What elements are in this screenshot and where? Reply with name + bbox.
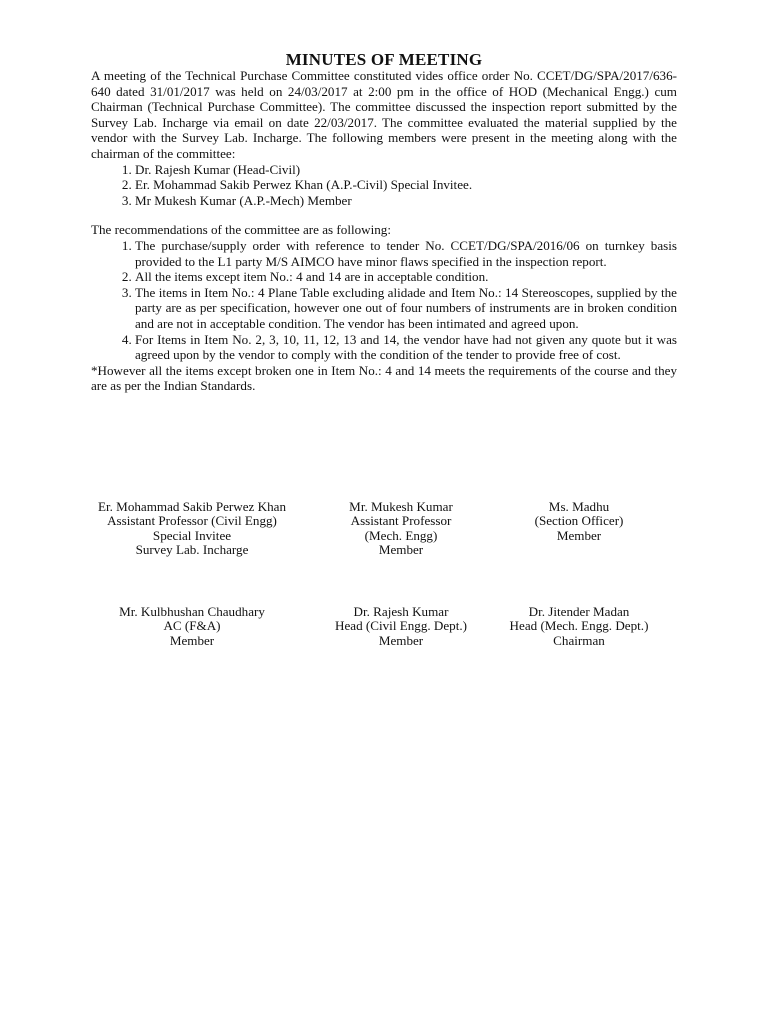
- signatory-kulbhushan: [119, 605, 265, 648]
- signatory-mukesh: [349, 500, 453, 558]
- signatory-jitender: [510, 605, 649, 648]
- signatory-role: Special Invitee: [152, 527, 232, 543]
- signatory-department: (Mech. Engg): [364, 527, 438, 543]
- signatory-name: Mr. Mukesh Kumar: [349, 499, 453, 514]
- recommendation-item: 2. All the items except item No.: 4 and 14 are in acceptable condition.: [135, 269, 677, 285]
- member-item: 3. Mr Mukesh Kumar (A.P.-Mech) Member: [135, 193, 677, 209]
- signatory-name: Er. Mohammad Sakib Perwez Khan: [98, 499, 286, 514]
- intro-paragraph: A meeting of the Technical Purchase Committee constituted vides office order No. CCET/DG/SPA/2017/636-640 dated 31/01/2017 was held on 24/03/2017 at 2:00 pm in the office of HOD (Mechanical Engg.) cum Chairman (Technical Purchase Committee). The committee discussed the inspection report submitted by the Survey Lab. Incharge via email on date 22/03/2017. The committee evaluated the material supplied by the vendor with the Survey Lab. Incharge. The following members were present in the meeting along with the chairman of the committee:: [91, 68, 677, 161]
- note-paragraph: *However all the items except broken one in Item No.: 4 and 14 meets the requirements of the course and they are as per the Indian Standards.: [91, 362, 677, 394]
- recommendation-item: 3. The items in Item No.: 4 Plane Table excluding alidade and Item No.: 14 Stereoscopes, supplied by the party are as per specification, however one out of four numbers of instruments are in broken condition and are not in acceptable condition. The vendor has been intimated and agreed upon.: [135, 285, 677, 332]
- document-title: MINUTES OF MEETING: [285, 50, 483, 69]
- recommendations-intro: The recommendations of the committee are as following:: [91, 222, 391, 238]
- recommendation-item: 1. The purchase/supply order with reference to tender No. CCET/DG/SPA/2016/06 on turnkey basis provided to the L1 party M/S AIMCO have minor flaws specified in the inspection report.: [135, 238, 677, 269]
- member-item: 1. Dr. Rajesh Kumar (Head-Civil): [135, 162, 677, 178]
- signatory-designation: AC (F&A): [163, 618, 221, 634]
- signatory-name: Ms. Madhu: [548, 499, 610, 514]
- recommendation-item: 4. For Items in Item No. 2, 3, 10, 11, 12, 13 and 14, the vendor have had not given any quote but it was agreed upon by the vendor to comply with the condition of the tender to provide free of cost.: [135, 332, 677, 363]
- signatory-designation: Assistant Professor (Civil Engg): [107, 513, 277, 529]
- signatory-role: Survey Lab. Incharge: [135, 542, 249, 558]
- recommendations-list: [91, 238, 677, 363]
- signatory-name: Dr. Rajesh Kumar: [353, 604, 449, 619]
- members-list: [91, 162, 677, 209]
- signatory-designation: (Section Officer): [534, 513, 624, 529]
- signatory-designation: Head (Civil Engg. Dept.): [335, 618, 467, 634]
- signatory-designation: Assistant Professor: [350, 513, 452, 529]
- member-item: 2. Er. Mohammad Sakib Perwez Khan (A.P.-Civil) Special Invitee.: [135, 177, 677, 193]
- signatory-role: Member: [378, 542, 424, 558]
- signatory-designation: Head (Mech. Engg. Dept.): [509, 618, 649, 634]
- signatory-role: Chairman: [553, 632, 605, 648]
- signatory-name: Mr. Kulbhushan Chaudhary: [119, 604, 265, 619]
- signatory-khan: [98, 500, 286, 558]
- signatory-role: Member: [556, 527, 602, 543]
- signatory-name: Dr. Jitender Madan: [528, 604, 630, 619]
- signatory-role: Member: [378, 632, 424, 648]
- signatory-role: Member: [169, 632, 215, 648]
- signatory-madhu: [535, 500, 624, 543]
- signatory-rajesh: [335, 605, 467, 648]
- document-body: [91, 68, 677, 394]
